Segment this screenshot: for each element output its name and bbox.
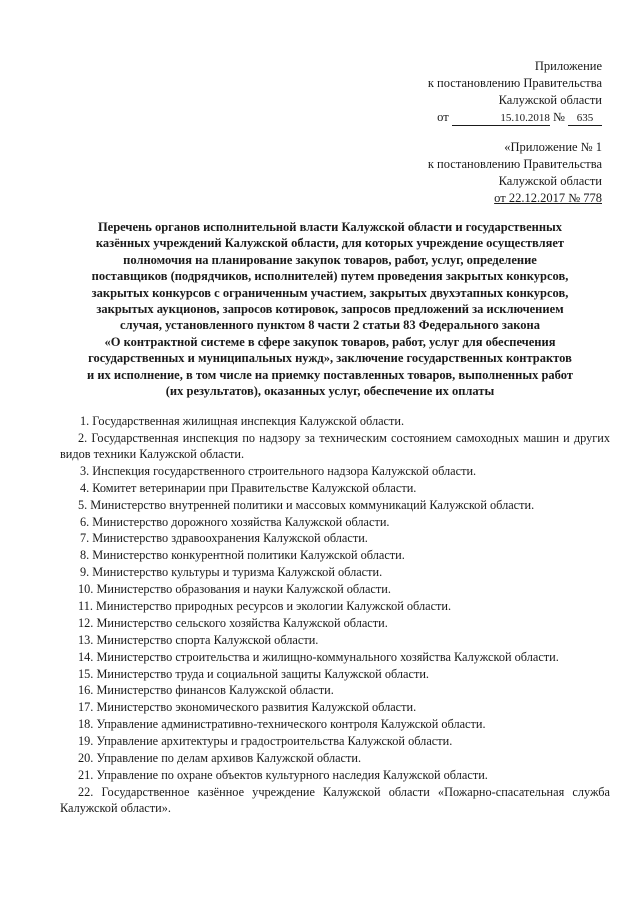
annex-date-line xyxy=(372,109,602,126)
list-item: 3. Инспекция государственного строительного надзора Калужской области. xyxy=(80,463,477,478)
title-line: казённых учреждений Калужской области, для которых учреждение осуществляет xyxy=(95,236,565,251)
title-line: закрытых конкурсов с ограниченным участием, закрытых двухэтапных конкурсов, xyxy=(91,285,569,300)
list-item: 10. Министерство образования и науки Калужской области. xyxy=(78,582,391,597)
title-line: Перечень органов исполнительной власти Калужской области и государственных xyxy=(97,220,563,234)
list-item: 20. Управление по делам архивов Калужской области. xyxy=(78,751,362,766)
annex-original-resolution-ref: к постановлению Правительства xyxy=(427,157,602,171)
list-item: 4. Комитет ветеринарии при Правительстве Калужской области. xyxy=(80,480,417,495)
list-item: 1. Государственная жилищная инспекция Калужской области. xyxy=(80,414,405,428)
document-title xyxy=(50,219,610,399)
annex-region: Калужской области xyxy=(498,93,602,107)
title-line: государственных и муниципальных нужд», заключение государственных контрактов xyxy=(88,351,572,366)
list-item: 11. Министерство природных ресурсов и экологии Калужской области. xyxy=(78,599,452,613)
annex-original-label: «Приложение № 1 xyxy=(504,140,602,154)
list-item: 9. Министерство культуры и туризма Калужской области. xyxy=(80,565,383,580)
annex-header-original xyxy=(372,139,602,207)
list-item: 16. Министерство финансов Калужской области. xyxy=(78,683,334,698)
annex-original-region: Калужской области xyxy=(498,174,602,188)
list-item: 6. Министерство дорожного хозяйства Калужской области. xyxy=(80,514,390,529)
title-line: «О контрактной системе в сфере закупок товаров, работ, услуг для обеспечения xyxy=(104,334,556,349)
list-item: 17. Министерство экономического развития Калужской области. xyxy=(78,700,417,715)
title-line: закрытых аукционов, запросов котировок, запросов предложений за исключением xyxy=(96,302,564,317)
list-item: 8. Министерство конкурентной политики Калужской области. xyxy=(80,548,405,563)
list-item: 18. Управление административно-технического контроля Калужской области. xyxy=(78,717,486,732)
list-item: 19. Управление архитектуры и градостроительства Калужской области. xyxy=(78,734,453,749)
authorities-list xyxy=(60,413,610,817)
list-item: 15. Министерство труда и социальной защиты Калужской области. xyxy=(78,666,429,681)
annex-header-current xyxy=(372,58,602,126)
annex-number-sign: № xyxy=(552,110,565,124)
list-item: 22. Государственное казённое учреждение Калужской области «Пожарно-спасательная служба Калужской области». xyxy=(60,784,610,815)
annex-resolution-ref: к постановлению Правительства xyxy=(427,76,602,90)
list-item: 12. Министерство сельского хозяйства Калужской области. xyxy=(78,615,388,630)
annex-date: 15.10.2018 xyxy=(452,111,550,126)
title-line: полномочия на планирование закупок товаров, работ, услуг, определение xyxy=(123,252,537,267)
title-line: и их исполнение, в том числе на приемку поставленных товаров, выполненных работ xyxy=(87,367,573,382)
annex-original-date-number: от 22.12.2017 № 778 xyxy=(494,191,602,205)
annex-date-prefix: от xyxy=(437,110,449,124)
list-item: 5. Министерство внутренней политики и массовых коммуникаций Калужской области. xyxy=(78,497,535,512)
title-line: (их результатов), оказанных услуг, обеспечение их оплаты xyxy=(165,384,495,399)
list-item: 2. Государственная инспекция по надзору за техническим состоянием самоходных машин и других видов техники Калужской области. xyxy=(60,430,610,461)
title-line: поставщиков (подрядчиков, исполнителей) путем проведения закрытых конкурсов, xyxy=(91,269,569,284)
title-line: случая, установленного пунктом 8 части 2 статьи 83 Федерального закона xyxy=(120,318,540,333)
list-item: 14. Министерство строительства и жилищно-коммунального хозяйства Калужской области. xyxy=(78,649,559,664)
list-item: 7. Министерство здравоохранения Калужской области. xyxy=(80,531,368,546)
annex-number: 635 xyxy=(568,111,602,126)
list-item: 13. Министерство спорта Калужской области. xyxy=(78,632,319,647)
list-item: 21. Управление по охране объектов культурного наследия Калужской области. xyxy=(78,767,488,782)
annex-label: Приложение xyxy=(534,59,602,73)
